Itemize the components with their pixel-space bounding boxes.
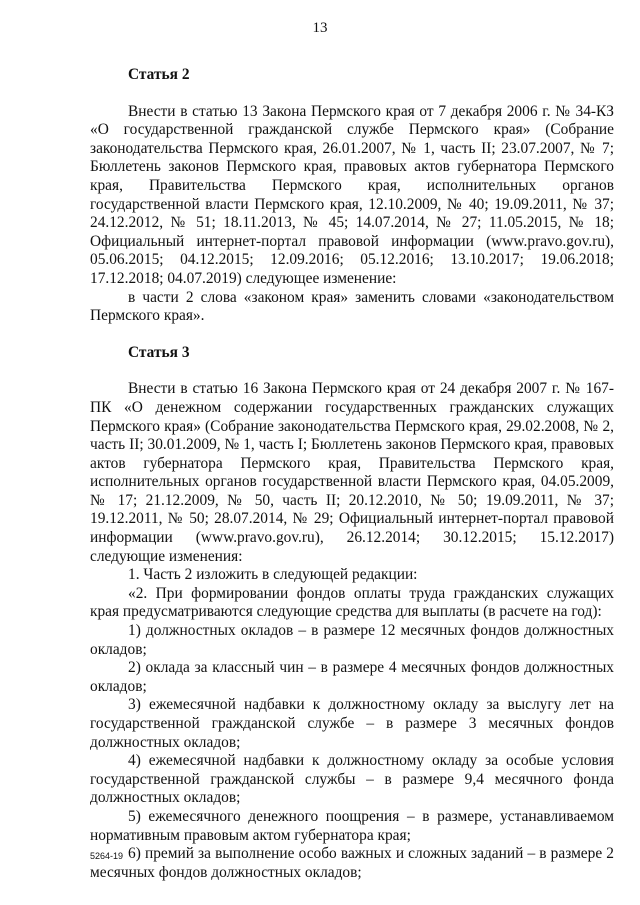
page-number: 13 [312, 20, 328, 36]
article-3-list-item: 2) оклада за классный чин – в размере 4 месячных фондов должностных окладов; [90, 659, 614, 695]
article-2-paragraph: Внести в статью 13 Закона Пермского края от 7 декабря 2006 г. № 34-КЗ «О государственной гражданской службе Пермского края» (Собрание законодательства Пермского края, 26.01.2007, № 1, часть II; 23.07.2007, № 7; Бюллетень законов Пермского края, правовых актов губернатора Пермского края, Правительства Пермского края, исполнительных органов государственной власти Пермского края, 12.10.2009, № 40; 19.09.2011, № 37; 24.12.2012, № 51; 18.11.2013, № 45; 14.07.2014, № 27; 11.05.2015, № 18; Официальный интернет-портал правовой информации (www.pravo.gov.ru), 05.06.2015; 04.12.2015; 12.09.2016; 05.12.2016; 13.10.2017; 19.06.2018; 17.12.2018; 04.07.2019) следующее изменение: [90, 102, 614, 287]
article-2-heading: Статья 2 [128, 66, 190, 83]
article-3-list-item: 5) ежемесячного денежного поощрения – в размере, устанавливаемом нормативным правовым актом губернатора края; [90, 807, 614, 844]
article-3-list-item: 1) должностных окладов – в размере 12 месячных фондов должностных окладов; [90, 622, 614, 658]
article-3-paragraph: 1. Часть 2 изложить в следующей редакции: [128, 566, 418, 584]
document-code: 5264-19 [90, 851, 124, 861]
article-3-paragraph: Внести в статью 16 Закона Пермского края от 24 декабря 2007 г. № 167-ПК «О денежном содержании государственных гражданских служащих Пермского края» (Собрание законодательства Пермского края, 29.02.2008, № 2, часть II; 30.01.2009, № 1, часть I; Бюллетень законов Пермского края, правовых актов губернатора Пермского края, Правительства Пермского края, исполнительных органов государственной власти Пермского края, 04.05.2009, № 17; 21.12.2009, № 50, часть II; 20.12.2010, № 50; 19.09.2011, № 37; 19.12.2011, № 50; 28.07.2014, № 29; Официальный интернет-портал правовой информации (www.pravo.gov.ru), 26.12.2014; 30.12.2015; 15.12.2017) следующие изменения: [90, 380, 614, 565]
article-3-list-item: 3) ежемесячной надбавки к должностному окладу за выслугу лет на государственной гражданской службе – в размере 3 месячных фондов должностных окладов; [90, 696, 614, 751]
article-3-list-item: 6) премий за выполнение особо важных и сложных заданий – в размере 2 месячных фондов должностных окладов; [90, 845, 614, 881]
article-2-paragraph: в части 2 слова «законом края» заменить словами «законодательством Пермского края». [90, 288, 614, 325]
article-3-list-item: 4) ежемесячной надбавки к должностному окладу за особые условия государственной гражданской службы – в размере 9,4 месячного фонда должностных окладов; [90, 752, 614, 807]
document-body [90, 66, 614, 882]
article-3-heading: Статья 3 [128, 343, 190, 361]
article-3-paragraph: «2. При формировании фондов оплаты труда гражданских служащих края предусматриваются следующие средства для выплаты (в расчете на год): [90, 584, 614, 621]
